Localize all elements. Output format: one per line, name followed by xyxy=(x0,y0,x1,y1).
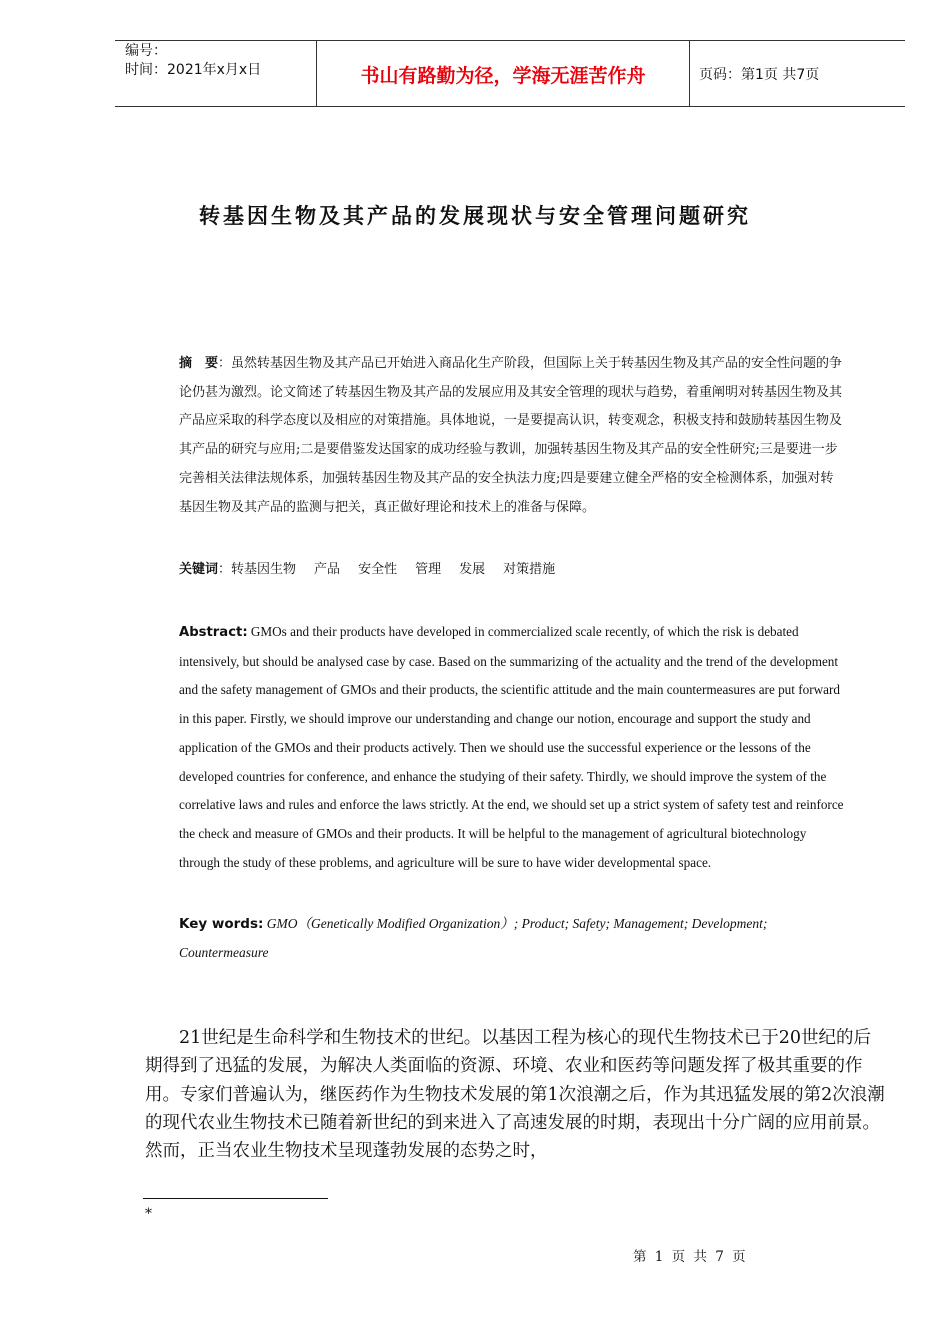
header-time: 时间：2021年x月x日 xyxy=(125,62,262,78)
abstract-en-label: Abstract: xyxy=(179,625,248,640)
keyword-cn: 转基因生物 xyxy=(231,562,297,577)
abstract-en-text: GMOs and their products have developed in commercialized scale recently, of which the risk is debated intensively, but should be analysed case by case. Based on the summarizing of the actuality and the trend of the development and the safety management of GMOs and their products, the scientific attitude and the main countermeasures are put forward in this paper. Firstly, we should improve our understanding and change our notion, encourage and support the study and application of the GMOs and their products actively. Then we should use the successful experience or the lessons of the developed countries for conference, and enhance the studying of their safety. Thirdly, we should improve the system of the correlative laws and rules and enforce the laws strictly. At the end, we should set up a strict system of safety test and reinforce the check and measure of GMOs and their products. It will be helpful to the management of agricultural biotechnology through the study of these problems, and agriculture will be sure to have wider developmental space. xyxy=(179,624,844,870)
header-page-number: 页码：第1页 共7页 xyxy=(699,67,820,83)
body-paragraph: 21世纪是生命科学和生物技术的世纪。以基因工程为核心的现代生物技术已于20世纪的后期得到了迅猛的发展，为解决人类面临的资源、环境、农业和医药等问题发挥了极其重要的作用。专家们普遍认为，继医药作为生物技术发展的第1次浪潮之后，作为其迅猛发展的第2次浪潮的现代农业生物技术已随着新世纪的到来进入了高速发展的时期，表现出十分广阔的应用前景。然而，正当农业生物技术呈现蓬勃发展的态势之时， xyxy=(145,1028,885,1162)
keyword-cn: 管理 xyxy=(415,562,442,577)
header-motto: 书山有路勤为径，学海无涯苦作舟 xyxy=(360,64,646,87)
footnote-separator xyxy=(143,1198,328,1199)
keywords-cn-colon: ： xyxy=(218,562,232,577)
header-divider xyxy=(689,41,690,107)
abstract-cn-text: ：虽然转基因生物及其产品已开始进入商品化生产阶段，但国际上关于转基因生物及其产品的安全性问题的争论仍甚为激烈。论文简述了转基因生物及其产品的发展应用及其安全管理的现状与趋势，着重阐明对转基因生物及其产品应采取的科学态度以及相应的对策措施。具体地说，一是要提高认识，转变观念，积极支持和鼓励转基因生物及其产品的研究与应用;二是要借鉴发达国家的成功经验与教训，加强转基因生物及其产品的安全性研究;三是要进一步完善相关法律法规体系，加强转基因生物及其产品的安全执法力度;四是要建立健全严格的安全检测体系，加强对转基因生物及其产品的监测与把关，真正做好理论和技术上的准备与保障。 xyxy=(179,356,843,515)
footnote-mark: * xyxy=(145,1206,152,1222)
abstract-cn xyxy=(179,350,844,522)
header-meta xyxy=(125,42,315,80)
keyword-cn: 发展 xyxy=(459,562,486,577)
abstract-en xyxy=(179,618,844,877)
keyword-cn: 产品 xyxy=(314,562,341,577)
document-title: 转基因生物及其产品的发展现状与安全管理问题研究 xyxy=(199,203,751,228)
keywords-cn xyxy=(179,557,573,583)
keyword-cn: 对策措施 xyxy=(503,562,556,577)
header-number: 编号： xyxy=(125,43,167,59)
document-header xyxy=(115,40,905,107)
keywords-en-text: GMO（Genetically Modified Organization）; Product; Safety; Management; Development; Countermeasure xyxy=(179,916,768,960)
keywords-en xyxy=(179,910,839,967)
abstract-cn-label: 摘 要 xyxy=(179,356,219,371)
keywords-cn-label: 关键词 xyxy=(179,562,219,577)
keywords-en-label: Key words: xyxy=(179,916,264,932)
keyword-cn: 安全性 xyxy=(358,562,398,577)
page-footer: 第 1 页 共 7 页 xyxy=(633,1249,746,1265)
